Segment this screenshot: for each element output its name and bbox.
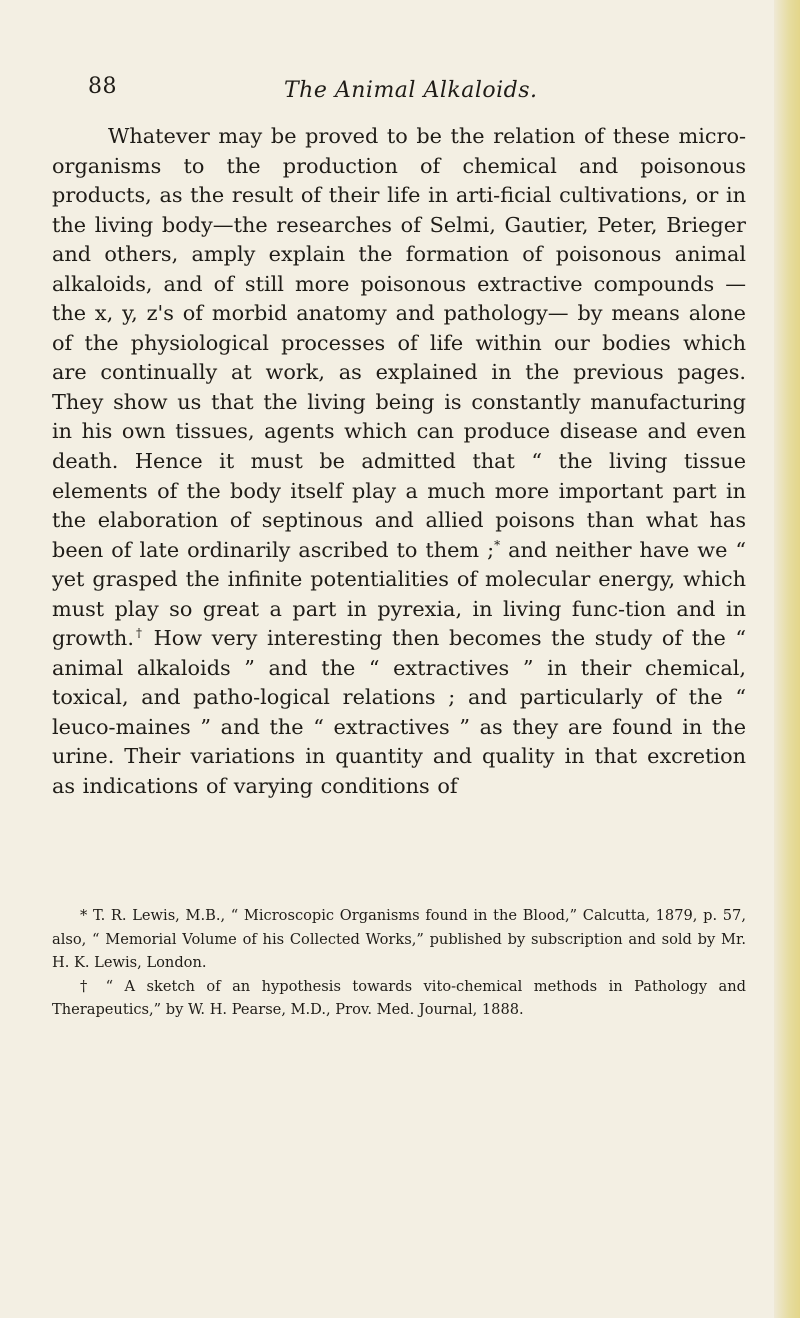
footnotes [52, 904, 746, 1022]
footnote-ref-1: * [494, 537, 501, 552]
body-text-part-3: How very interesting then becomes the study of the “ animal alkaloids ” and the “ extractives ” in their chemical, toxical, and patho-logical relations ; and particularly of the “ leuco-maines ” and the “ extractives ” as they are found in the urine. Their variations in quantity and quality in that excretion as indications of varying conditions of [52, 626, 746, 799]
page-edge [774, 0, 800, 1318]
body-text-part-1: Whatever may be proved to be the relation of these micro-organisms to the production of chemical and poisonous products, as the result of their life in arti-ficial cultivations, or in the living body—the researches of Selmi, Gautier, Peter, Brieger and others, amply explain the formation of poisonous animal alkaloids, and of still more poisonous extractive compounds —the x, y, z's of morbid anatomy and pathology— by means alone of the physiological processes of life within our bodies which are continually at work, as explained in the previous pages. They show us that the living being is constantly manufacturing in his own tissues, agents which can produce disease and even death. Hence it must be admitted that “ the living tissue elements of the body itself play a much more important part in the elaboration of septinous and allied poisons than what has been of late ordinarily ascribed to them ; [52, 124, 746, 562]
body-paragraph [52, 122, 746, 802]
body-text-part-2: and neither have we “ yet grasped the infinite potentialities of molecular energy, which must play so great a part in pyrexia, in living func-tion and in growth. [52, 537, 746, 651]
page-number: 88 [88, 74, 117, 99]
footnote-ref-2: † [133, 626, 144, 641]
footnote-2: † “ A sketch of an hypothesis towards vito-chemical methods in Pathology and Therapeutics,” by W. H. Pearse, M.D., Prov. Med. Journal, 1888. [52, 977, 746, 1018]
page-header [88, 74, 728, 114]
footnote-1: * T. R. Lewis, M.B., “ Microscopic Organisms found in the Blood,” Calcutta, 1879, p. 57, also, “ Memorial Volume of his Collected Works,” published by subscription and sold by Mr. H. K. Lewis, London. [52, 907, 746, 971]
running-title: The Animal Alkaloids. [284, 78, 538, 103]
